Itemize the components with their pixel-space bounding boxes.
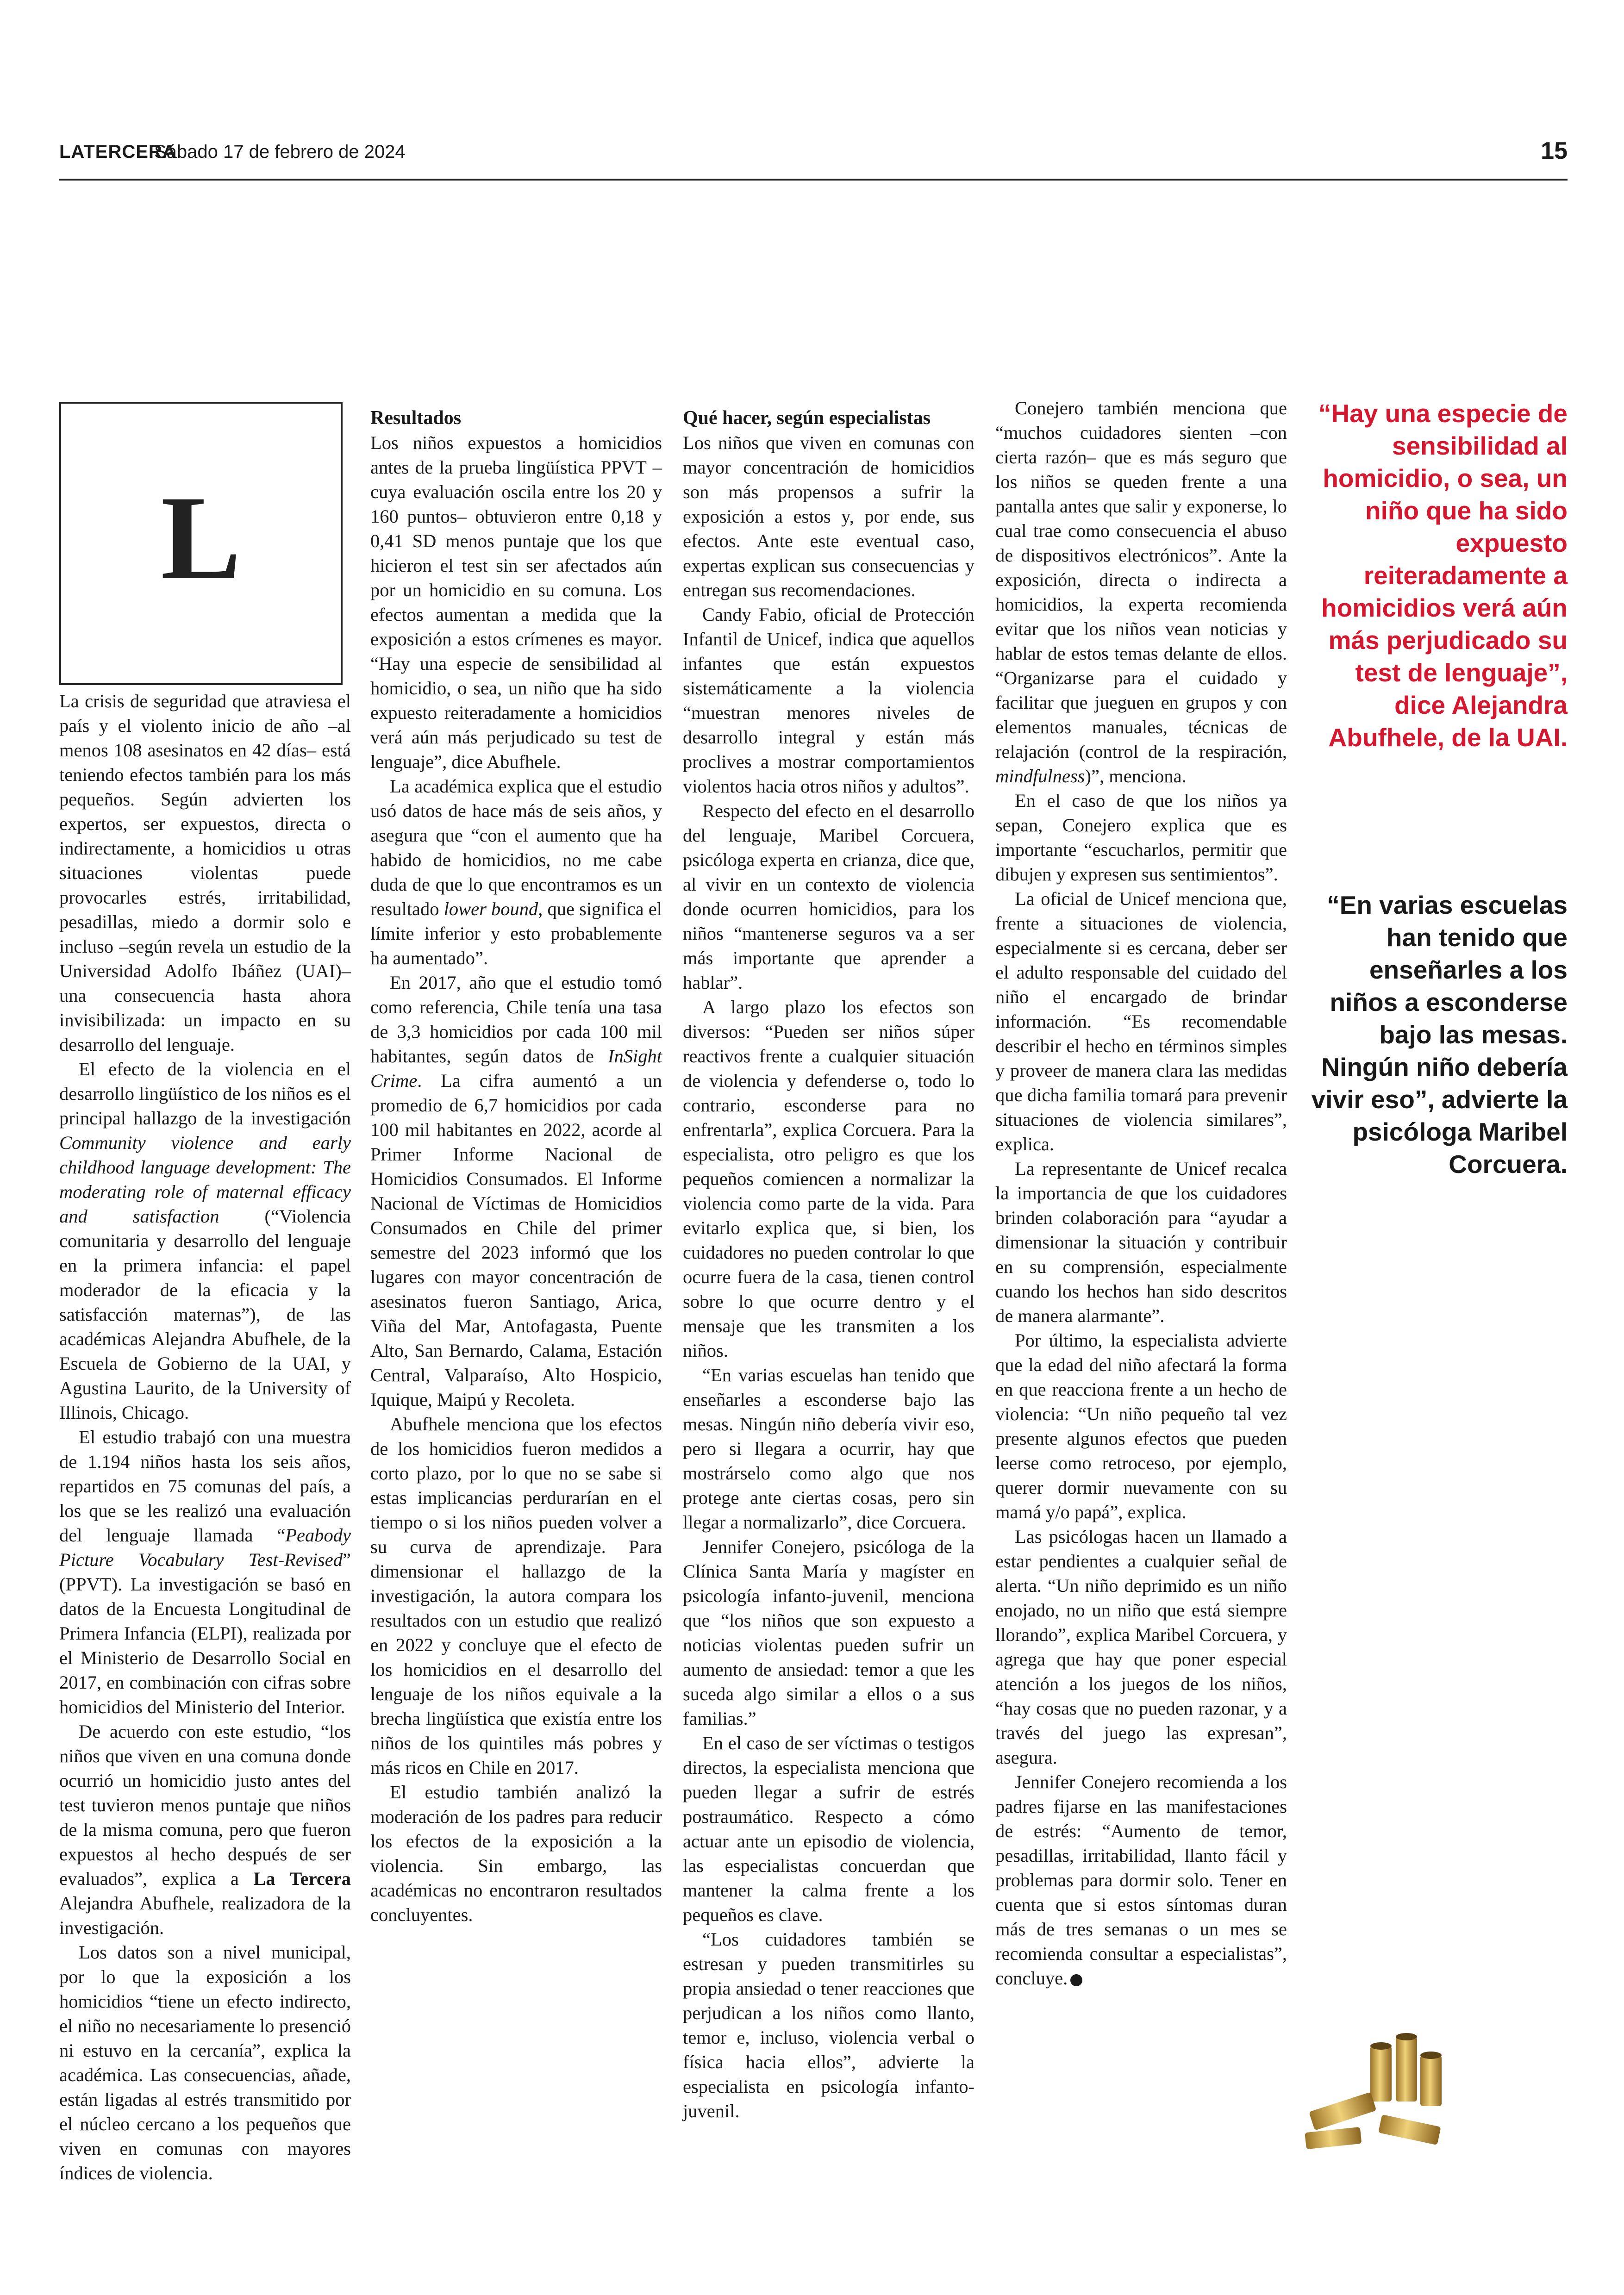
text-run: )”, menciona. bbox=[1085, 766, 1187, 786]
paragraph: Los niños que viven en comunas con mayor concentración de homicidios son más propensos a sufrir la exposición a estos y, por ende, sus efectos. Ante este eventual caso, expertas explican sus consecuencias y entregan sus recomendaciones. bbox=[683, 432, 974, 600]
paragraph: La representante de Unicef recalca la importancia de que los cuidadores brinden colaboración para “ayudar a dimensionar la situación y contribuir en su comprensión, especialmente cuando los hechos han sido descritos de manera alarmante”. bbox=[995, 1158, 1287, 1326]
text-run: El efecto de la violencia en el desarrollo lingüístico de los niños es el principal hallazgo de la investigación bbox=[59, 1059, 351, 1129]
paragraph bbox=[59, 1425, 351, 1719]
paragraph: Los niños expuestos a homicidios antes de la prueba lingüística PPVT –cuya evaluación oscila entre los 20 y 160 puntos– obtuvieron entre 0,18 y 0,41 SD menos puntaje que los que hicieron el test sin ser afectados aún por un homicidio en su comuna. Los efectos aumentan a medida que la exposición a estos crímenes es mayor. “Hay una especie de sensibilidad al homicidio, o sea, un niño que ha sido expuesto reiteradamente a homicidios verá aún más perjudicado su test de lenguaje”, dice Abufhele. bbox=[370, 432, 662, 772]
section-heading: Resultados bbox=[370, 407, 462, 429]
text-run: Jennifer Conejero recomienda a los padres fijarse en las manifestaciones de estrés: “Aumento de temor, pesadillas, irritabilidad, llanto fácil y problemas para dormir solo. Tener en cuenta que si estos síntomas duran más de tres semanas o un mes se recomienda consultar a especialistas”, concluye. bbox=[995, 1771, 1287, 1989]
text-run: Alejandra Abufhele, realizadora de la investigación. bbox=[59, 1893, 351, 1938]
text-emphasis: InSight Crime bbox=[370, 1046, 662, 1091]
paragraph bbox=[370, 774, 662, 970]
study-title: Community violence and early childhood language development: The moderating role of maternal efficacy and satisfaction bbox=[59, 1132, 351, 1227]
section-heading: Qué hacer, según especialistas bbox=[683, 407, 931, 429]
dropcap-letter: L bbox=[161, 471, 241, 605]
brand-mention: La Tercera bbox=[253, 1868, 351, 1889]
paragraph: La crisis de seguridad que atraviesa el país y el violento inicio de año –al menos 108 asesinatos en 42 días– está teniendo efectos también para los más pequeños. Según advierten los expertos, ser expuestos, directa o indirectamente, a homicidios u otras situaciones violentas puede provocarles estrés, irritabilidad, pesadillas, miedo a dormir solo e incluso –según revela un estudio de la Universidad Adolfo Ibáñez (UAI)– una consecuencia hasta ahora invisibilizada: un impacto en su desarrollo del lenguaje. bbox=[59, 691, 351, 1055]
paragraph: Respecto del efecto en el desarrollo del lenguaje, Maribel Corcuera, psicóloga experta en crianza, dice que, al vivir en un contexto de violencia donde ocurren homicidios, para los niños “mantenerse seguros va a ser más importante que aprender a hablar”. bbox=[683, 800, 974, 993]
paragraph: Jennifer Conejero, psicóloga de la Clínica Santa María y magíster en psicología infanto-juvenil, menciona que “los niños que son expuesto a noticias violentas pueden sufrir un aumento de ansiedad: temor a que les suceda algo similar a ellos o a sus familias.” bbox=[683, 1536, 974, 1729]
paragraph bbox=[370, 970, 662, 1412]
page-header bbox=[59, 137, 1568, 181]
text-run: Conejero también menciona que “muchos cuidadores sienten –con cierta razón– que es más seguro que los niños se queden frente a una pantalla antes que salir y exponerse, lo cual trae como consecuencia el abuso de dispositivos electrónicos”. Ante la exposición, directa o indirecta a homicidios, la experta recomienda evitar que los niños vean noticias y hablar de estos temas delante de ellos. bbox=[995, 398, 1287, 664]
paragraph: En el caso de que los niños ya sepan, Conejero explica que es importante “escucharlos, permitir que dibujen y expresen sus sentimientos”. bbox=[995, 790, 1287, 885]
newspaper-brand: LATERCERA bbox=[59, 142, 176, 162]
text-emphasis: mindfulness bbox=[995, 766, 1085, 786]
article-column-4 bbox=[995, 396, 1287, 1990]
text-run: La académica explica que el estudio usó datos de hace más de seis años, y asegura que “con el aumento que ha habido de homicidios, no me cabe duda de que lo que encontramos es un resultado bbox=[370, 776, 662, 919]
text-run: ” (PPVT). La investigación se basó en datos de la Encuesta Longitudinal de Primera Infancia (ELPI), realizada por el Ministerio de Desarrollo Social en 2017, en combinación con cifras sobre homicidios del Ministerio del Interior. bbox=[59, 1549, 351, 1717]
text-run: De acuerdo con este estudio, “los niños que viven en una comuna donde ocurrió un homicidio justo antes del test tuvieron menos puntaje que niños de la misma comuna, pero que fueron expuestos al hecho después de ser evaluados”, explica a bbox=[59, 1721, 351, 1889]
test-name: Peabody Picture Vocabulary Test-Revised bbox=[59, 1525, 351, 1570]
paragraph: “Los cuidadores también se estresan y pueden transmitirles su propia ansiedad o tener reacciones que perjudican a los niños como llanto, temor e, incluso, violencia verbal o física hacia ellos”, advierte la especialista en psicología infanto-juvenil. bbox=[683, 1929, 974, 2121]
paragraph: Candy Fabio, oficial de Protección Infantil de Unicef, indica que aquellos infantes que están expuestos sistemáticamente a la violencia “muestran menores niveles de desarrollo integral y están más proclives a mostrar comportamientos violentos hacia otros niños y adultos”. bbox=[683, 604, 974, 797]
text-emphasis: lower bound bbox=[443, 898, 538, 919]
paragraph bbox=[995, 1770, 1287, 1990]
text-run: , que significa el límite inferior y esto probablemente ha aumentado”. bbox=[370, 898, 662, 968]
text-run: En 2017, año que el estudio tomó como referencia, Chile tenía una tasa de 3,3 homicidios por cada 100 mil habitantes, según datos de bbox=[370, 972, 662, 1066]
paragraph bbox=[995, 396, 1287, 788]
paragraph: La oficial de Unicef menciona que, frente a situaciones de violencia, especialmente si es cercana, deber ser el adulto responsable del cuidado del niño el encargado de brindar información. “Es recomendable describir el hecho en términos simples y proveer de manera clara las medidas que dicha familia tomará para prevenir situaciones de violencia similares”, explica. bbox=[995, 888, 1287, 1154]
bullet-casings-illustration bbox=[1301, 2027, 1458, 2152]
page-number: 15 bbox=[1541, 137, 1568, 164]
publication-date: Sábado 17 de febrero de 2024 bbox=[154, 142, 406, 162]
pull-quote-corcuera: “En varias escuelas han tenido que enseñarles a los niños a esconderse bajo las mesas. Ningún niño debería vivir eso”, advierte la psicóloga Maribel Corcuera. bbox=[1311, 891, 1568, 1179]
paragraph: En el caso de ser víctimas o testigos directos, la especialista menciona que pueden llegar a sufrir de estrés postraumático. Respecto a cómo actuar ante un episodio de violencia, las especialistas concuerdan que mantener la calma frente a los pequeños es clave. bbox=[683, 1733, 974, 1925]
paragraph: Por último, la especialista advierte que la edad del niño afectará la forma en que reacciona frente a un hecho de violencia: “Un niño pequeño tal vez presente algunos efectos que pueden leerse como retroceso, por ejemplo, querer dormir nuevamente con su mamá y/o papá”, explica. bbox=[995, 1330, 1287, 1522]
paragraph: Las psicólogas hacen un llamado a estar pendientes a cualquier señal de alerta. “Un niño deprimido es un niño enojado, no un niño que está siempre llorando”, explica Maribel Corcuera, y agrega que hay que poner especial atención a los juegos de los niños, “hay cosas que no pueden razonar, y a través del juego las expresan”, asegura. bbox=[995, 1526, 1287, 1768]
text-run: (“Violencia comunitaria y desarrollo del lenguaje en la primera infancia: el papel moderador de la eficacia y la satisfacción maternas”), de las académicas Alejandra Abufhele, de la Escuela de Gobierno de la UAI, y Agustina Laurito, de la University of Illinois, Chicago. bbox=[59, 1206, 351, 1423]
text-run: El estudio trabajó con una muestra de 1.194 niños hasta los seis años, repartidos en 75 comunas del país, a los que se les realizó una evaluación del lenguaje llamada “ bbox=[59, 1427, 351, 1546]
paragraph bbox=[59, 1719, 351, 1940]
paragraph bbox=[59, 1057, 351, 1425]
text-run: “Organizarse para el cuidado y facilitar que jueguen en grupos y con elementos manuales, técnicas de relajación (control de la respiración, bbox=[995, 667, 1287, 762]
dropcap-box bbox=[59, 402, 343, 685]
paragraph: “En varias escuelas han tenido que enseñarles a esconderse bajo las mesas. Ningún niño debería vivir eso, pero si llegara a ocurrir, hay que mostrárselo como algo que nos protege ante ciertas cosas, pero sin llegar a normalizarlo”, dice Corcuera. bbox=[683, 1365, 974, 1533]
text-run: . La cifra aumentó a un promedio de 6,7 homicidios por cada 100 mil habitantes en 2022, acorde al Primer Informe Nacional de Homicidios Consumados. El Informe Nacional de Víctimas de Homicidios Consumados en Chile del primer semestre del 2023 informó que los lugares con mayor concentración de asesinatos fueron Santiago, Arica, Viña del Mar, Antofagasta, Puente Alto, San Bernardo, Calama, Estación Central, Valparaíso, Alto Hospicio, Iquique, Maipú y Recoleta. bbox=[370, 1070, 662, 1410]
article-column-1 bbox=[59, 689, 351, 2185]
pull-quote-abufhele: “Hay una especie de sensibilidad al homicidio, o sea, un niño que ha sido expuesto reiteradamente a homicidios verá aún más perjudicado su test de lenguaje”, dice Alejandra Abufhele, de la UAI. bbox=[1318, 399, 1568, 752]
paragraph: El estudio también analizó la moderación de los padres para reducir los efectos de la exposición a la violencia. Sin embargo, las académicas no encontraron resultados concluyentes. bbox=[370, 1782, 662, 1925]
paragraph: A largo plazo los efectos son diversos: “Pueden ser niños súper reactivos frente a cualquier situación de violencia y defenderse o, todo lo contrario, esconderse para no enfrentarla”, explica Corcuera. Para la especialista, otro peligro es que los pequeños comiencen a normalizar la violencia como parte de la vida. Para evitarlo explica que, si bien, los cuidadores no pueden controlar lo que ocurre fuera de la casa, tienen control sobre lo que ocurre dentro y el mensaje que les transmiten a los niños. bbox=[683, 997, 974, 1361]
article-column-3 bbox=[683, 396, 974, 2123]
end-mark-icon bbox=[1070, 1974, 1082, 1986]
article-column-2 bbox=[370, 396, 662, 1927]
paragraph: Los datos son a nivel municipal, por lo que la exposición a los homicidios “tiene un efecto indirecto, el niño no necesariamente lo presenció ni estuvo en la cercanía”, explica la académica. Las consecuencias, añade, están ligadas al estrés transmitido por el núcleo cercano a los pequeños que viven en comunas con mayores índices de violencia. bbox=[59, 1942, 351, 2183]
paragraph: Abufhele menciona que los efectos de los homicidios fueron medidos a corto plazo, por lo que no se sabe si estas implicancias perdurarían en el tiempo o si los niños pueden volver a su curva de aprendizaje. Para dimensionar el hallazgo de la investigación, la autora compara los resultados con un estudio que realizó en 2022 y concluye que el efecto de los homicidios en el desarrollo del lenguaje de los niños equivale a la brecha lingüística que existía entre los niños de los quintiles más pobres y más ricos en Chile en 2017. bbox=[370, 1414, 662, 1778]
